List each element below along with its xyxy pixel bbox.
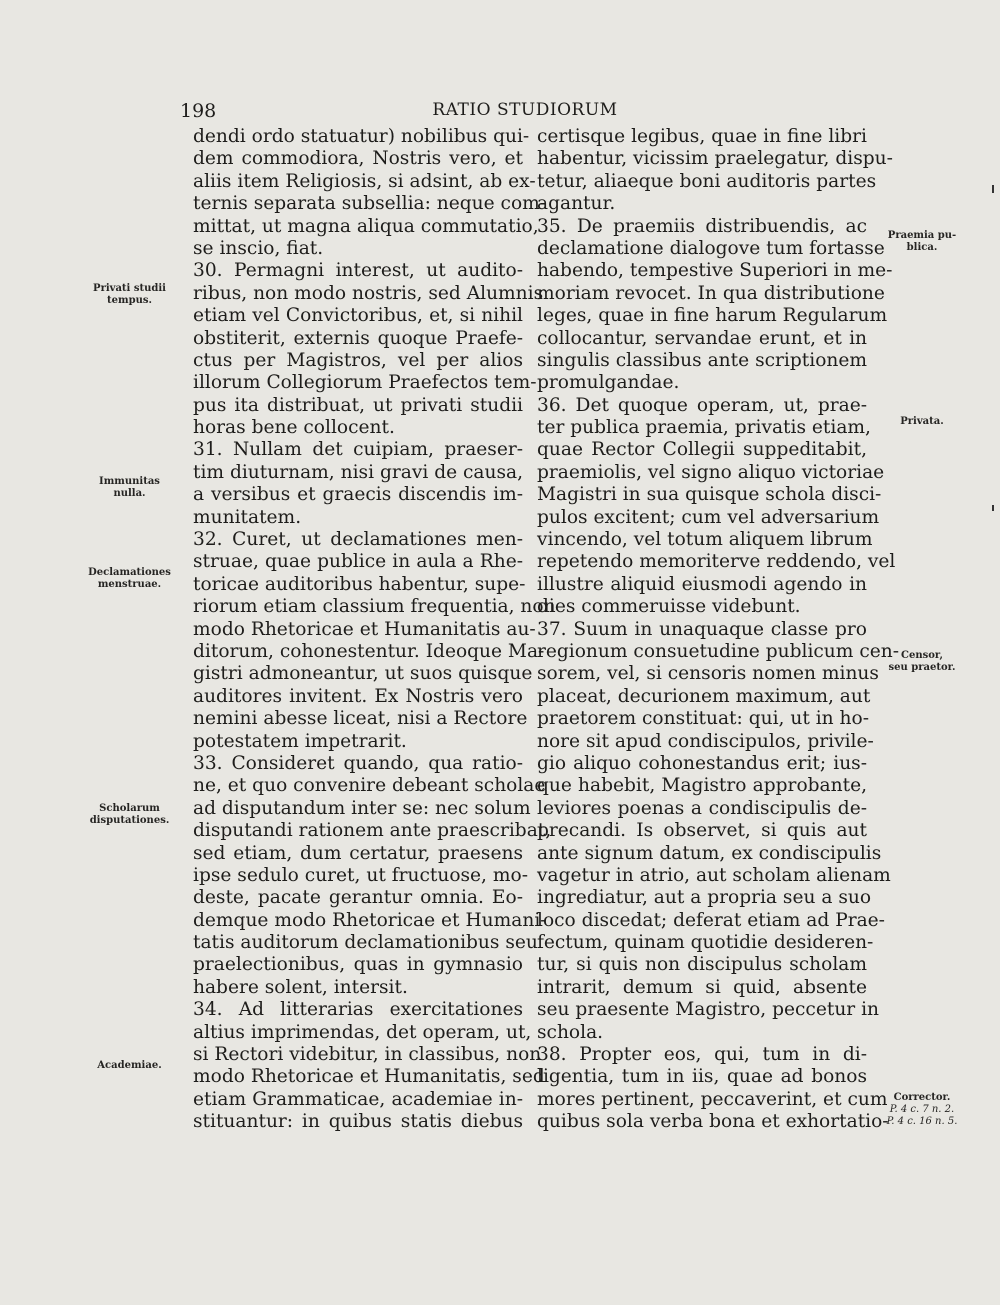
margin-note-privata: Privata. xyxy=(900,416,944,427)
text-line: ligentia, tum in iis, quae ad bonos xyxy=(537,1066,867,1088)
text-line: loco discedat; deferat etiam ad Prae- xyxy=(537,909,885,931)
margin-note-praemia: Praemia pu- blica. xyxy=(887,230,957,253)
text-line: praelectionibus, quas in gymnasio xyxy=(193,954,523,976)
text-line: gio aliquo cohonestandus erit; ius- xyxy=(537,752,867,774)
text-line: sed etiam, dum certatur, praesens xyxy=(193,842,523,864)
text-line: horas bene collocent. xyxy=(193,417,395,439)
text-line: singulis classibus ante scriptionem xyxy=(537,349,867,371)
text-line: 35. De praemiis distribuendis, ac xyxy=(537,215,867,237)
text-line: deste, pacate gerantur omnia. Eo- xyxy=(193,887,523,909)
text-line: quibus sola verba bona et exhortatio- xyxy=(537,1111,889,1133)
text-line: certisque legibus, quae in fine libri xyxy=(537,126,867,147)
text-line: demque modo Rhetoricae et Humani- xyxy=(193,909,547,931)
text-line: vincendo, vel totum aliquem librum xyxy=(537,529,873,551)
text-line: que habebit, Magistro approbante, xyxy=(537,775,867,797)
text-line: ante signum datum, ex condiscipulis xyxy=(537,842,882,864)
text-line: ribus, non modo nostris, sed Alumnis xyxy=(193,282,544,304)
margin-note-academiae: Academiae. xyxy=(97,1060,162,1071)
text-line: ne, et quo convenire debeant scholae xyxy=(193,775,546,797)
text-line: 32. Curet, ut declamationes men- xyxy=(193,529,523,551)
text-line: disputandi rationem ante praescribat, xyxy=(193,820,552,842)
margin-note-scholarum: Scholarum disputationes. xyxy=(89,803,170,826)
text-line: regionum consuetudine publicum cen- xyxy=(537,640,899,662)
reference-note: P. 4 c. 16 n. 5. xyxy=(886,1116,958,1127)
text-line: habendo, tempestive Superiori in me- xyxy=(537,260,893,282)
text-line: placeat, decurionem maximum, aut xyxy=(537,685,871,707)
text-line: modo Rhetoricae et Humanitatis, sed xyxy=(193,1066,545,1088)
text-line: sorem, vel, si censoris nomen minus xyxy=(537,663,879,685)
text-line: auditores invitent. Ex Nostris vero xyxy=(193,685,523,707)
text-line: 36. Det quoque operam, ut, prae- xyxy=(537,394,867,416)
text-line: vagetur in atrio, aut scholam alienam xyxy=(537,864,891,886)
text-line: collocantur, servandae erunt, et in xyxy=(537,327,867,349)
text-line: repetendo memoriterve reddendo, vel xyxy=(537,551,896,573)
text-line: riorum etiam classium frequentia, non xyxy=(193,596,556,618)
text-line: tim diuturnam, nisi gravi de causa, xyxy=(193,461,524,483)
text-line: 37. Suum in unaquaque classe pro xyxy=(537,618,867,640)
margin-note-privati-studii: Privati studii tempus. xyxy=(93,283,166,306)
text-line: a versibus et graecis discendis im- xyxy=(193,484,523,506)
text-line: precandi. Is observet, si quis aut xyxy=(537,820,867,842)
text-line: tur, si quis non discipulus scholam xyxy=(537,954,867,976)
text-line: toricae auditoribus habentur, supe- xyxy=(193,573,526,595)
running-title: RATIO STUDIORUM xyxy=(432,100,618,120)
text-line: 33. Consideret quando, qua ratio- xyxy=(193,752,523,774)
text-line: fectum, quinam quotidie desideren- xyxy=(537,932,874,954)
text-line: moriam revocet. In qua distributione xyxy=(537,282,885,304)
margin-note-corrector: Corrector. P. 4 c. 7 n. 2. P. 4 c. 16 n. 5. xyxy=(874,1092,970,1128)
text-line: dem commodiora, Nostris vero, et xyxy=(193,148,523,170)
text-line: nore sit apud condiscipulos, privile- xyxy=(537,730,874,752)
text-line: leges, quae in fine harum Regularum xyxy=(537,305,888,327)
text-line: ipse sedulo curet, ut fructuose, mo- xyxy=(193,864,528,886)
margin-note-censor: Censor, seu praetor. xyxy=(888,650,956,673)
text-line: praemiolis, vel signo aliquo victoriae xyxy=(537,461,885,483)
text-line: quae Rector Collegii suppeditabit, xyxy=(537,439,867,461)
text-line: ctus per Magistros, vel per alios xyxy=(193,349,523,371)
text-line: schola. xyxy=(537,1021,604,1043)
text-line: pus ita distribuat, ut privati studii xyxy=(193,394,523,416)
text-line: si Rectori videbitur, in classibus, non xyxy=(193,1044,542,1066)
page-number: 198 xyxy=(180,100,217,122)
margin-note-immunitas: Immunitas nulla. xyxy=(99,476,160,499)
text-line: habere solent, intersit. xyxy=(193,976,408,998)
reference-note: P. 4 c. 7 n. 2. xyxy=(889,1104,955,1115)
text-line: ter publica praemia, privatis etiam, xyxy=(537,417,871,439)
text-line: obstiterit, externis quoque Praefe- xyxy=(193,327,523,349)
text-line: dies commeruisse videbunt. xyxy=(537,596,801,618)
text-line: agantur. xyxy=(537,193,616,215)
text-line: dendi ordo statuatur) nobilibus qui- xyxy=(193,126,530,147)
text-line: etiam Grammaticae, academiae in- xyxy=(193,1088,523,1110)
text-line: potestatem impetrarit. xyxy=(193,730,407,752)
text-line: nemini abesse liceat, nisi a Rectore xyxy=(193,708,528,730)
text-line: mores pertinent, peccaverint, et cum xyxy=(537,1088,888,1110)
right-text-column xyxy=(537,126,899,1134)
text-line: 38. Propter eos, qui, tum in di- xyxy=(537,1044,867,1066)
text-line: promulgandae. xyxy=(537,372,680,394)
text-line: leviores poenas a condiscipulis de- xyxy=(537,797,867,819)
text-line: mittat, ut magna aliqua commutatio, xyxy=(193,215,539,237)
text-line: modo Rhetoricae et Humanitatis au- xyxy=(193,618,536,640)
text-line: tetur, aliaeque boni auditoris partes xyxy=(537,170,877,192)
left-text-column xyxy=(193,126,556,1134)
text-line: pulos excitent; cum vel adversarium xyxy=(537,506,880,528)
text-line: etiam vel Convictoribus, et, si nihil xyxy=(193,305,523,327)
text-line: Magistri in sua quisque schola disci- xyxy=(537,484,882,506)
text-line: gistri admoneantur, ut suos quisque xyxy=(193,663,533,685)
text-line: illorum Collegiorum Praefectos tem- xyxy=(193,372,537,394)
text-line: altius imprimendas, det operam, ut, xyxy=(193,1021,532,1043)
text-line: ingrediatur, aut a propria seu a suo xyxy=(537,887,872,909)
page-header xyxy=(180,100,870,124)
text-line: 31. Nullam det cuipiam, praeser- xyxy=(193,439,523,461)
text-line: illustre aliquid eiusmodi agendo in xyxy=(537,573,867,595)
text-line: 30. Permagni interest, ut audito- xyxy=(193,260,523,282)
text-line: declamatione dialogove tum fortasse xyxy=(537,237,885,259)
text-line: 34. Ad litterarias exercitationes xyxy=(193,999,523,1021)
text-line: stituantur: in quibus statis diebus xyxy=(193,1111,523,1133)
text-line: ternis separata subsellia: neque com- xyxy=(193,193,547,215)
text-line: intrarit, demum si quid, absente xyxy=(537,976,867,998)
text-line: struae, quae publice in aula a Rhe- xyxy=(193,551,523,573)
text-line: aliis item Religiosis, si adsint, ab ex- xyxy=(193,170,536,192)
text-line: praetorem constituat: qui, ut in ho- xyxy=(537,708,869,730)
text-line: ad disputandum inter se: nec solum xyxy=(193,797,531,819)
text-line: habentur, vicissim praelegatur, dispu- xyxy=(537,148,893,170)
page-edge-mark xyxy=(992,505,994,511)
text-line: ditorum, cohonestentur. Ideoque Ma- xyxy=(193,640,545,662)
margin-note-declamationes: Declamationes menstruae. xyxy=(88,567,171,590)
page-edge-mark xyxy=(992,185,994,193)
text-line: munitatem. xyxy=(193,506,302,528)
text-line: se inscio, fiat. xyxy=(193,237,324,259)
text-line: seu praesente Magistro, peccetur in xyxy=(537,999,880,1021)
text-line: tatis auditorum declamationibus seu xyxy=(193,932,538,954)
